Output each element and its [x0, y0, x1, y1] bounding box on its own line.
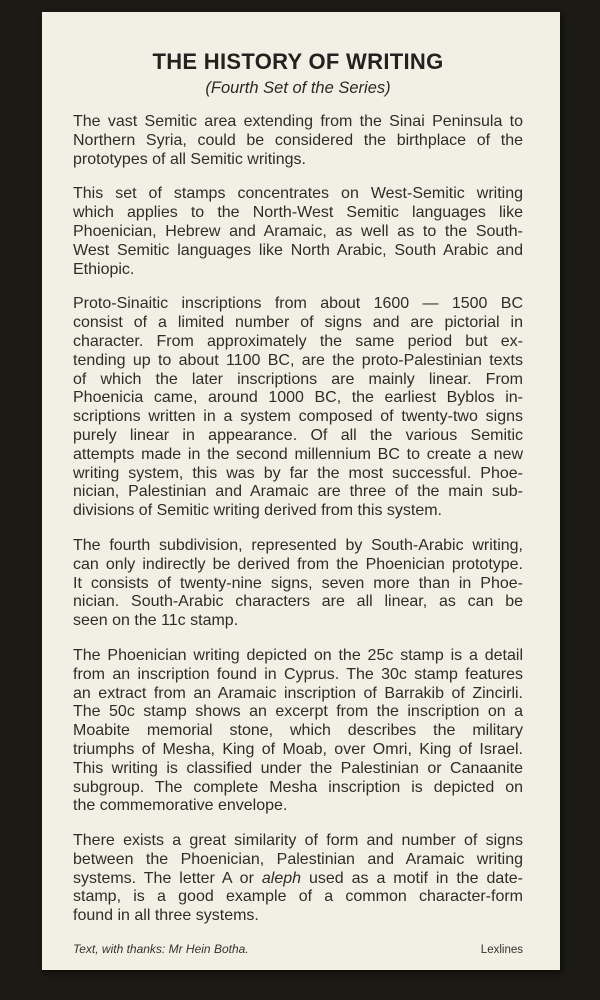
paragraph: [73, 113, 523, 169]
text-line: The vast Semitic area extending from the Sinai Peninsula to: [73, 113, 523, 130]
text-line: purely linear in appearance. Of all the various Semitic: [73, 426, 523, 444]
text-line: character. From approximately the same period but ex-: [73, 332, 523, 350]
text-line: from an inscription found in Cyprus. The 30c stamp features: [73, 665, 523, 683]
text-line: nician, Palestinian and Aramaic are three of the main sub-: [73, 483, 523, 501]
text-line: consist of a limited number of signs and are pictorial in: [73, 314, 523, 332]
page-subtitle: (Fourth Set of the Series): [205, 79, 391, 97]
text-line: This writing is classified under the Palestinian or Canaanite: [73, 759, 523, 777]
text-line: nician. South-Arabic characters are all linear, as can be: [73, 593, 523, 611]
body-text: [73, 113, 523, 926]
text-line: writing system, this was by far the most successful. Phoe-: [73, 464, 523, 482]
page-title: THE HISTORY OF WRITING: [152, 49, 444, 74]
text-line: of which the later inscriptions are mainly linear. From: [73, 370, 523, 388]
text-line: The 50c stamp shows an excerpt from the inscription on a: [73, 703, 523, 721]
text-line: subgroup. The complete Mesha inscription is depicted on: [73, 778, 523, 796]
text-line: prototypes of all Semitic writings.: [73, 150, 306, 168]
footer: [73, 942, 523, 956]
text-line: between the Phoenician, Palestinian and Aramaic writing: [73, 850, 523, 868]
text-line: Phoenician, Hebrew and Aramaic, as well as to the South-: [73, 222, 523, 240]
insert-card: [42, 12, 560, 970]
text-line: found in all three systems.: [73, 907, 259, 925]
text-line: which applies to the North-West Semitic languages like: [73, 204, 523, 222]
text-line: stamp, is a good example of a common character-form: [73, 888, 523, 906]
text-line: scriptions written in a system composed of twenty-two signs: [73, 408, 523, 426]
text-line: divisions of Semitic writing derived from this system.: [73, 502, 442, 520]
text-line: This set of stamps concentrates on West-Semitic writing: [73, 185, 523, 203]
text-line: There exists a great similarity of form and number of signs: [73, 832, 523, 850]
text-line: the commemorative envelope.: [73, 797, 288, 815]
text-line: can only indirectly be derived from the Phoenician prototype.: [73, 555, 523, 573]
credit-text: Text, with thanks: Mr Hein Botha.: [73, 942, 249, 957]
text-line: Moabite memorial stone, which describes the military: [73, 722, 523, 740]
text-line: attempts made in the second millennium BC to create a new: [73, 445, 523, 463]
text-line: The fourth subdivision, represented by South-Arabic writing,: [73, 536, 523, 554]
paragraph: [73, 537, 523, 631]
text-line: Northern Syria, could be considered the birthplace of the: [73, 131, 523, 149]
text-line: systems. The letter A or aleph used as a motif in the date-: [73, 869, 523, 887]
text-line: Phoenicia came, around 1000 BC, the earliest Byblos in-: [73, 389, 523, 407]
text-line: seen on the 11c stamp.: [73, 612, 239, 630]
text-line: an extract from an Aramaic inscription of Barrakib of Zincirli.: [73, 684, 523, 702]
text-line: triumphs of Mesha, King of Moab, over Omri, King of Israel.: [73, 740, 523, 758]
paragraph: [73, 295, 523, 521]
text-line: Proto-Sinaitic inscriptions from about 1600 — 1500 BC: [73, 295, 523, 313]
paragraph: [73, 647, 523, 816]
text-line: It consists of twenty-nine signs, seven more than in Phoe-: [73, 574, 523, 592]
text-line: West Semitic languages like North Arabic, South Arabic and: [73, 241, 523, 259]
paragraph: [73, 185, 523, 279]
text-line: The Phoenician writing depicted on the 25c stamp is a detail: [73, 646, 523, 664]
text-line: Ethiopic.: [73, 260, 135, 278]
paragraph: [73, 832, 523, 926]
publisher-text: Lexlines: [480, 944, 523, 957]
text-line: tending up to about 1100 BC, are the proto-Palestinian texts: [73, 351, 523, 369]
